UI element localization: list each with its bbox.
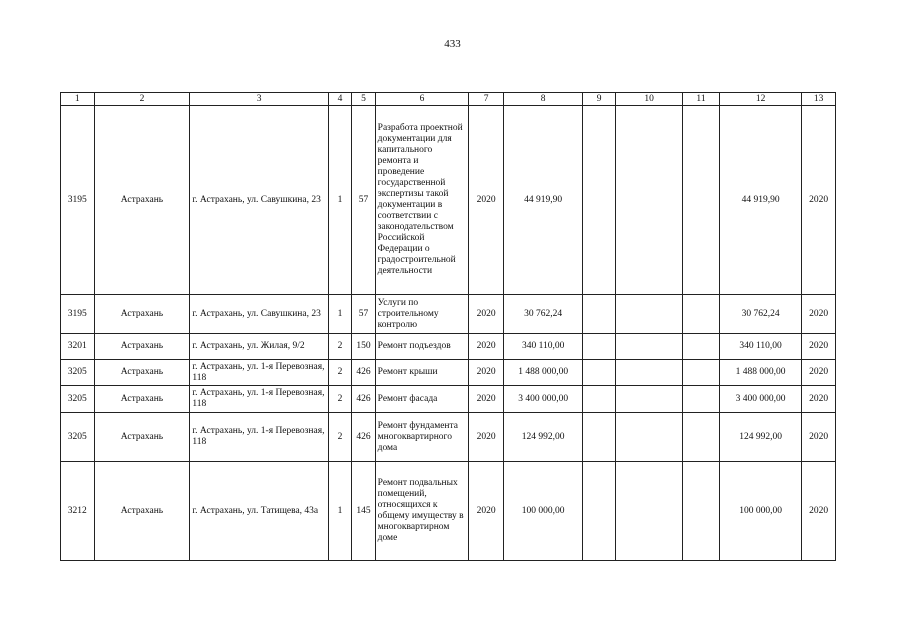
city-cell: Астрахань (94, 386, 190, 413)
col5-cell: 426 (352, 386, 375, 413)
column-header: 7 (469, 93, 504, 106)
address-cell: г. Астрахань, ул. Татищева, 43а (190, 462, 329, 561)
column-header: 9 (583, 93, 616, 106)
col10-cell (615, 106, 682, 295)
total-cost-cell: 3 400 000,00 (503, 386, 582, 413)
column-header: 4 (328, 93, 351, 106)
col12-cost-cell: 124 992,00 (719, 413, 801, 462)
col10-cell (615, 462, 682, 561)
object-number-cell: 3195 (61, 106, 95, 295)
object-number-cell: 3205 (61, 386, 95, 413)
col12-cost-cell: 100 000,00 (719, 462, 801, 561)
column-header: 1 (61, 93, 95, 106)
col5-cell: 426 (352, 413, 375, 462)
col9-cell (583, 334, 616, 360)
repair-registry-table (60, 92, 836, 561)
col5-cell: 57 (352, 295, 375, 334)
column-header: 5 (352, 93, 375, 106)
col4-cell: 2 (328, 413, 351, 462)
col5-cell: 145 (352, 462, 375, 561)
col4-cell: 2 (328, 334, 351, 360)
table-row (61, 413, 836, 462)
city-cell: Астрахань (94, 413, 190, 462)
col11-cell (683, 360, 720, 386)
col10-cell (615, 360, 682, 386)
col4-cell: 1 (328, 295, 351, 334)
column-header: 10 (615, 93, 682, 106)
column-header: 8 (503, 93, 582, 106)
year-cell: 2020 (469, 334, 504, 360)
col11-cell (683, 334, 720, 360)
total-cost-cell: 44 919,90 (503, 106, 582, 295)
object-number-cell: 3201 (61, 334, 95, 360)
col12-cost-cell: 44 919,90 (719, 106, 801, 295)
work-type-cell: Разработа проектной документации для капитального ремонта и проведение государственной экспертизы такой документации в соответствии с законодательством Российской Федерации о градостроительной деятельности (375, 106, 469, 295)
col9-cell (583, 462, 616, 561)
year-cell: 2020 (469, 106, 504, 295)
col11-cell (683, 295, 720, 334)
col12-cost-cell: 340 110,00 (719, 334, 801, 360)
col11-cell (683, 462, 720, 561)
table-row (61, 462, 836, 561)
table-row (61, 334, 836, 360)
year-cell: 2020 (469, 462, 504, 561)
object-number-cell: 3212 (61, 462, 95, 561)
col4-cell: 1 (328, 106, 351, 295)
total-cost-cell: 30 762,24 (503, 295, 582, 334)
col9-cell (583, 413, 616, 462)
col12-cost-cell: 30 762,24 (719, 295, 801, 334)
work-type-cell: Ремонт подъездов (375, 334, 469, 360)
col9-cell (583, 360, 616, 386)
work-type-cell: Ремонт крыши (375, 360, 469, 386)
col12-cost-cell: 1 488 000,00 (719, 360, 801, 386)
table-row (61, 106, 836, 295)
col13-year-cell: 2020 (802, 413, 836, 462)
column-header: 2 (94, 93, 190, 106)
work-type-cell: Услуги по строительному контролю (375, 295, 469, 334)
object-number-cell: 3205 (61, 360, 95, 386)
address-cell: г. Астрахань, ул. Савушкина, 23 (190, 106, 329, 295)
year-cell: 2020 (469, 386, 504, 413)
table-row (61, 295, 836, 334)
address-cell: г. Астрахань, ул. 1-я Перевозная, 118 (190, 413, 329, 462)
col10-cell (615, 386, 682, 413)
col10-cell (615, 334, 682, 360)
column-number-row (61, 93, 836, 106)
address-cell: г. Астрахань, ул. Савушкина, 23 (190, 295, 329, 334)
year-cell: 2020 (469, 360, 504, 386)
col13-year-cell: 2020 (802, 295, 836, 334)
col13-year-cell: 2020 (802, 386, 836, 413)
address-cell: г. Астрахань, ул. 1-я Перевозная, 118 (190, 386, 329, 413)
col5-cell: 426 (352, 360, 375, 386)
col9-cell (583, 106, 616, 295)
col13-year-cell: 2020 (802, 106, 836, 295)
total-cost-cell: 124 992,00 (503, 413, 582, 462)
col11-cell (683, 386, 720, 413)
address-cell: г. Астрахань, ул. Жилая, 9/2 (190, 334, 329, 360)
total-cost-cell: 340 110,00 (503, 334, 582, 360)
work-type-cell: Ремонт фасада (375, 386, 469, 413)
city-cell: Астрахань (94, 360, 190, 386)
page-number: 433 (444, 38, 461, 50)
city-cell: Астрахань (94, 295, 190, 334)
col4-cell: 2 (328, 360, 351, 386)
city-cell: Астрахань (94, 462, 190, 561)
address-cell: г. Астрахань, ул. 1-я Перевозная, 118 (190, 360, 329, 386)
column-header: 11 (683, 93, 720, 106)
column-header: 13 (802, 93, 836, 106)
object-number-cell: 3195 (61, 295, 95, 334)
col10-cell (615, 295, 682, 334)
col9-cell (583, 386, 616, 413)
col12-cost-cell: 3 400 000,00 (719, 386, 801, 413)
table-row (61, 386, 836, 413)
total-cost-cell: 1 488 000,00 (503, 360, 582, 386)
col5-cell: 57 (352, 106, 375, 295)
column-header: 6 (375, 93, 469, 106)
col10-cell (615, 413, 682, 462)
col4-cell: 2 (328, 386, 351, 413)
column-header: 3 (190, 93, 329, 106)
table-row (61, 360, 836, 386)
year-cell: 2020 (469, 413, 504, 462)
col11-cell (683, 106, 720, 295)
col13-year-cell: 2020 (802, 462, 836, 561)
object-number-cell: 3205 (61, 413, 95, 462)
col13-year-cell: 2020 (802, 360, 836, 386)
total-cost-cell: 100 000,00 (503, 462, 582, 561)
column-header: 12 (719, 93, 801, 106)
city-cell: Астрахань (94, 106, 190, 295)
col4-cell: 1 (328, 462, 351, 561)
col13-year-cell: 2020 (802, 334, 836, 360)
city-cell: Астрахань (94, 334, 190, 360)
work-type-cell: Ремонт фундамента многоквартирного дома (375, 413, 469, 462)
work-type-cell: Ремонт подвальных помещений, относящихся к общему имуществу в многоквартирном доме (375, 462, 469, 561)
year-cell: 2020 (469, 295, 504, 334)
col11-cell (683, 413, 720, 462)
col9-cell (583, 295, 616, 334)
col5-cell: 150 (352, 334, 375, 360)
